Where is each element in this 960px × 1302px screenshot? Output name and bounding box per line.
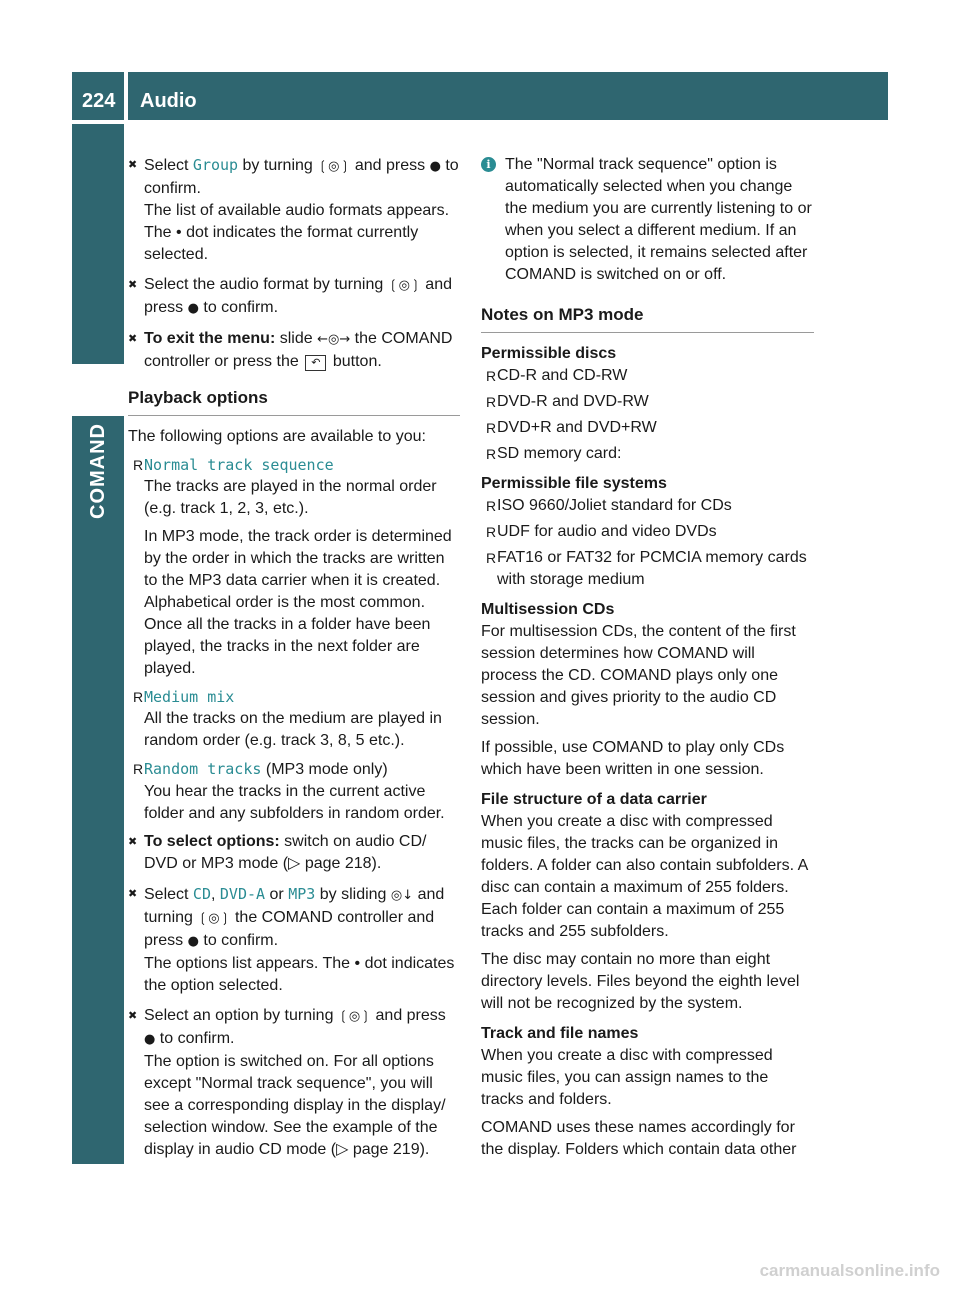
chapter-label: COMAND [87,423,109,519]
press-controller-icon: ● [187,301,199,316]
file-systems-heading: Permissible file systems [481,475,667,492]
multisession-text: For multisession CDs, the content of the first session determines how COMAND will process the CD. COMAND plays only one session and gives priority to the audio CD session. [481,623,796,728]
file-structure-text: When you create a disc with compressed music files, the tracks can be organized in folders. A folder can also contain subfolders. A disc can contain a maximum of 255 folders. Each folder can contain a maximum of 255 tracks and 255 subfolders. [481,813,808,940]
list-item: R DVD+R and DVD+RW [481,417,814,439]
rotate-controller-icon: ❲◎❳ [317,159,351,174]
dot-icon: • [354,955,361,972]
list-item: R ISO 9660/Joliet standard for CDs [481,495,814,517]
multisession-advice: If possible, use COMAND to play only CDs which have been written in one session. [481,739,785,778]
step-select-mode: ✖ Select CD, DVD-A or MP3 by sliding ◎↓ and turning ❲◎❳ the COMAND controller and press ● to confirm. The options list appears. The • dot indicates the option selected. [128,883,460,997]
step-select-option: ✖ Select an option by turning ❲◎❳ and press ● to confirm. The option is switched on. For all options except "Normal track sequence", you will see a corresponding display in the display/ selection window. See the example of the display in audio CD mode (▷ page 219). [128,1005,460,1161]
page-number: 224 [72,72,124,120]
press-controller-icon: ● [144,1032,156,1047]
list-item: R FAT16 or FAT32 for PCMCIA memory cards with storage medium [481,547,814,591]
page-ref-icon: ▷ [288,855,301,872]
step-select-group: ✖ Select Group by turning ❲◎❳ and press ● to confirm. The list of available audio formats appears. The • dot indicates the format currently selected. [128,154,460,266]
step-select-options: ✖ To select options: switch on audio CD/ DVD or MP3 mode (▷ page 218). [128,831,460,875]
rotate-controller-icon: ❲◎❳ [337,1009,372,1024]
rotate-controller-icon: ❲◎❳ [387,278,421,293]
list-item: R DVD-R and DVD-RW [481,391,814,413]
option-medium-mix: R Medium mix All the tracks on the medium are played in random order (e.g. track 3, 8, 5 etc.). [128,686,460,752]
info-circle-icon: i [481,157,496,172]
list-item: R UDF for audio and video DVDs [481,521,814,543]
slide-controller-icon: ←◎→ [317,332,351,347]
page-ref-icon: ▷ [336,1141,349,1158]
page-title: Audio [128,72,888,120]
list-item: R CD-R and CD-RW [481,365,814,387]
chapter-marker [72,364,124,416]
option-normal-track-sequence: R Normal track sequence The tracks are played in the normal order (e.g. track 1, 2, 3, etc.). In MP3 mode, the track order is determined by the order in which the tracks are written to the MP3 data carrier when it is created. Alphabetical order is the most common. Once all the tracks in a folder have been played, the tracks in the next folder are played. [128,454,460,680]
menu-item-group: Group [192,156,239,174]
right-column [481,154,814,1167]
playback-options-heading: Playback options [128,387,460,416]
track-names-text: When you create a disc with compressed music files, you can assign names to the tracks and folders. [481,1047,773,1108]
step-select-format: ✖ Select the audio format by turning ❲◎❳ and press ● to confirm. [128,274,460,320]
back-button-icon: ↶ [305,355,326,371]
left-column [128,154,460,1169]
watermark: carmanualsonline.info [759,1261,940,1280]
press-controller-icon: ● [429,159,441,174]
chapter-sidebar [72,124,124,1164]
list-item: R SD memory card: [481,443,814,465]
permissible-discs-heading: Permissible discs [481,345,617,362]
directory-levels-text: The disc may contain no more than eight directory levels. Files beyond the eighth level will not be recognized by the system. [481,951,800,1012]
track-names-display-text: COMAND uses these names accordingly for the display. Folders which contain data other [481,1119,797,1158]
dot-icon: • [176,224,182,241]
step-exit-menu: ✖ To exit the menu: slide ←◎→ the COMAND controller or press the ↶ button. [128,328,460,373]
file-structure-heading: File structure of a data carrier [481,791,707,808]
press-controller-icon: ● [187,934,199,949]
playback-intro: The following options are available to you: [128,428,426,445]
rotate-controller-icon: ❲◎❳ [197,911,231,926]
track-names-heading: Track and file names [481,1025,639,1042]
info-note: i The "Normal track sequence" option is automatically selected when you change the medium you are currently listening to or when you select a different medium. If an option is selected, it remains selected after COMAND is switched on or off. [481,154,814,286]
page-ref-218[interactable]: page 218 [304,855,372,872]
mp3-notes-heading: Notes on MP3 mode [481,304,814,333]
option-random-tracks: R Random tracks (MP3 mode only) You hear the tracks in the current active folder and any subfolders in random order. [128,758,460,825]
page-ref-219[interactable]: page 219 [352,1141,420,1158]
slide-down-controller-icon: ◎↓ [390,888,414,903]
multisession-heading: Multisession CDs [481,601,615,618]
